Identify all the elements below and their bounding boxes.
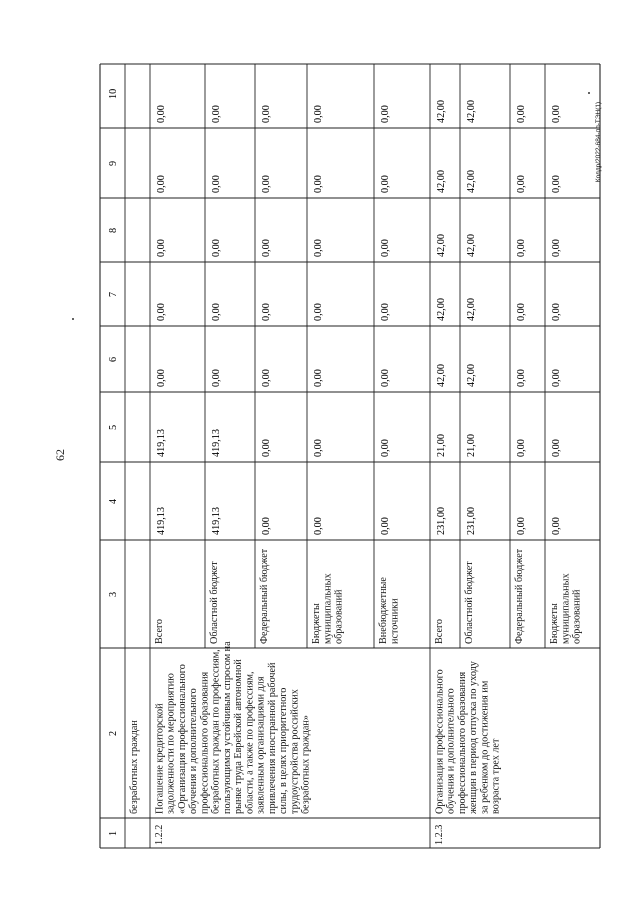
section-number: 1.2.3 xyxy=(434,824,445,845)
cell-value: 0,00 xyxy=(261,239,272,257)
cell-value: 21,00 xyxy=(436,434,447,457)
cell-value: 419,13 xyxy=(211,428,222,457)
section-name: Организация профессиональногообучения и дополнительногопрофессионального образованияженщин в период отпуска по уходуза ребенком до достижения имвозраста трех лет xyxy=(434,661,502,814)
cell-value: 0,00 xyxy=(261,303,272,321)
column-header-9: 9 xyxy=(108,160,119,166)
cell-value: 0,00 xyxy=(261,369,272,387)
cell-value: 42,00 xyxy=(466,100,477,123)
cell-value: 0,00 xyxy=(211,239,222,257)
funding-source: Всего xyxy=(154,619,166,644)
cell-value: 42,00 xyxy=(466,234,477,257)
cell-value: 0,00 xyxy=(313,439,324,457)
cell-value: 0,00 xyxy=(156,369,167,387)
column-header-1: 1 xyxy=(108,830,119,836)
document-code: Колдр/2022-684-пп-ТЭН(1) xyxy=(595,101,602,183)
cell-value: 0,00 xyxy=(156,239,167,257)
funding-source: Областной бюджет xyxy=(464,561,476,644)
cell-value: 0,00 xyxy=(380,517,391,535)
funding-source: Бюджетымуниципальныхобразований xyxy=(549,573,583,644)
cell-value: 0,00 xyxy=(516,175,527,193)
cell-value: 0,00 xyxy=(380,239,391,257)
continuation-text: безработных граждан xyxy=(129,720,140,814)
cell-value: 0,00 xyxy=(313,175,324,193)
section-name: Погашение кредиторскойзадолженности по мероприятию«Организация профессиональногообучения и дополнительногопрофессионального образованиябезработных граждан по профессиям,пользующимся устойчивым спросом нарынке труда Еврейской автономнойобласти, а также по профессиям,заявленным организациями дляпривлечения иностранной рабочейсилы, в целях приоритетноготрудоустройства российскихбезработных граждан» xyxy=(154,641,312,814)
cell-value: 0,00 xyxy=(380,369,391,387)
cell-value: 0,00 xyxy=(156,105,167,123)
cell-value: 0,00 xyxy=(516,517,527,535)
cell-value: 42,00 xyxy=(436,170,447,193)
cell-value: 0,00 xyxy=(551,175,562,193)
cell-value: 42,00 xyxy=(466,364,477,387)
section-number: 1.2.2 xyxy=(154,824,165,845)
cell-value: 0,00 xyxy=(261,105,272,123)
cell-value: 0,00 xyxy=(516,239,527,257)
cell-value: 42,00 xyxy=(436,298,447,321)
funding-source: Федеральный бюджет xyxy=(259,548,271,644)
cell-value: 0,00 xyxy=(516,105,527,123)
cell-value: 0,00 xyxy=(551,239,562,257)
cell-value: 0,00 xyxy=(313,105,324,123)
column-header-2: 2 xyxy=(108,730,119,736)
cell-value: 0,00 xyxy=(261,439,272,457)
cell-value: 0,00 xyxy=(551,439,562,457)
cell-value: 0,00 xyxy=(380,175,391,193)
cell-value: 419,13 xyxy=(156,428,167,457)
cell-value: 0,00 xyxy=(313,239,324,257)
cell-value: 0,00 xyxy=(380,105,391,123)
cell-value: 0,00 xyxy=(211,175,222,193)
cell-value: 42,00 xyxy=(436,364,447,387)
funding-source: Областной бюджет xyxy=(209,561,221,644)
cell-value: 0,00 xyxy=(313,303,324,321)
cell-value: 42,00 xyxy=(466,298,477,321)
cell-value: 0,00 xyxy=(516,369,527,387)
cell-value: 0,00 xyxy=(516,303,527,321)
funding-source: Федеральный бюджет xyxy=(514,548,526,644)
cell-value: 0,00 xyxy=(380,439,391,457)
cell-value: 0,00 xyxy=(313,369,324,387)
cell-value: 0,00 xyxy=(211,105,222,123)
column-header-3: 3 xyxy=(108,591,119,597)
funding-source: Внебюджетныеисточники xyxy=(378,577,401,644)
cell-value: 419,13 xyxy=(156,506,167,535)
column-header-5: 5 xyxy=(108,424,119,430)
cell-value: 0,00 xyxy=(211,369,222,387)
cell-value: 0,00 xyxy=(551,105,562,123)
cell-value: 42,00 xyxy=(466,170,477,193)
cell-value: 419,13 xyxy=(211,506,222,535)
column-header-7: 7 xyxy=(108,291,119,297)
column-header-4: 4 xyxy=(108,498,119,504)
column-header-10: 10 xyxy=(108,88,119,99)
cell-value: 0,00 xyxy=(380,303,391,321)
cell-value: 0,00 xyxy=(313,517,324,535)
funding-source: Всего xyxy=(434,619,446,644)
cell-value: 231,00 xyxy=(436,506,447,535)
cell-value: 0,00 xyxy=(156,303,167,321)
column-header-6: 6 xyxy=(108,356,119,362)
cell-value: 0,00 xyxy=(261,175,272,193)
cell-value: 0,00 xyxy=(156,175,167,193)
cell-value: 0,00 xyxy=(551,369,562,387)
cell-value: 0,00 xyxy=(551,517,562,535)
cell-value: 21,00 xyxy=(466,434,477,457)
cell-value: 0,00 xyxy=(516,439,527,457)
cell-value: 0,00 xyxy=(261,517,272,535)
cell-value: 0,00 xyxy=(211,303,222,321)
cell-value: 0,00 xyxy=(551,303,562,321)
cell-value: 42,00 xyxy=(436,234,447,257)
funding-source: Бюджетымуниципальныхобразований xyxy=(311,573,345,644)
page-number: 62 xyxy=(53,449,67,461)
cell-value: 231,00 xyxy=(466,506,477,535)
column-header-8: 8 xyxy=(108,227,119,233)
cell-value: 42,00 xyxy=(436,100,447,123)
